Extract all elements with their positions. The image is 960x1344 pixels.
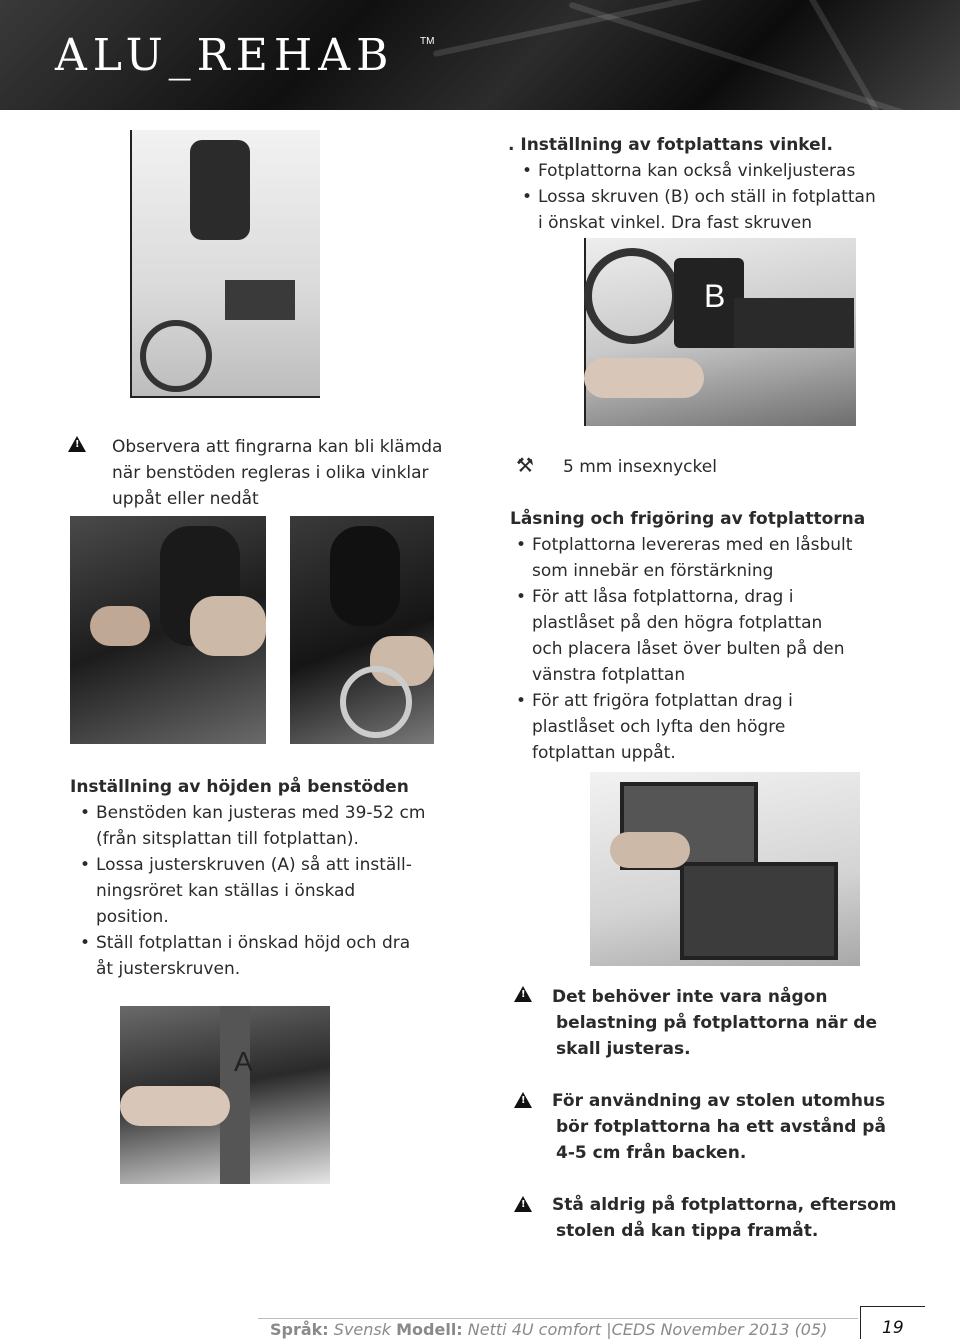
hand — [190, 596, 266, 656]
decor-spoke — [757, 0, 882, 110]
height-line: (från sitsplattan till fotplattan). — [96, 829, 359, 849]
label-b: B — [704, 278, 726, 314]
footer-model-value: Netti 4U comfort — [467, 1320, 602, 1339]
photo-border — [130, 396, 320, 398]
height-heading: Inställning av höjden på benstöden — [70, 777, 409, 797]
tool-label: 5 mm insexnyckel — [563, 457, 717, 477]
wheel — [140, 320, 212, 392]
warning-icon: ! — [514, 1092, 532, 1108]
lock-line: • För att frigöra fotplattan drag i — [532, 688, 793, 714]
footplate-angle-photo — [584, 238, 856, 426]
height-line: • Lossa justerskruven (A) så att inställ- — [96, 852, 412, 878]
footplate — [225, 280, 295, 320]
lock-line: som innebär en förstärkning — [532, 561, 774, 581]
footer-text — [270, 1320, 827, 1339]
warning-line-2: när benstöden regleras i olika vinklar — [112, 463, 429, 483]
height-line: ningsröret kan ställas i önskad — [96, 881, 356, 901]
legrest-adjust-photo-2 — [290, 516, 434, 744]
warning-line-3: uppåt eller nedåt — [112, 489, 259, 509]
warning-icon: ! — [514, 1196, 532, 1212]
tools-icon: ⚒ — [516, 453, 534, 477]
hand — [120, 1086, 230, 1126]
height-line: åt justerskruven. — [96, 959, 241, 979]
wheelchair-photo — [130, 130, 320, 398]
height-line: position. — [96, 907, 169, 927]
angle-bullet-2: • Lossa skruven (B) och ställ in fotplattan — [538, 184, 876, 210]
footplate — [734, 298, 854, 348]
lock-line: och placera låset över bulten på den — [532, 639, 845, 659]
legrest-pad — [190, 140, 250, 240]
warning-2-line: 4-5 cm från backen. — [556, 1143, 747, 1163]
footer-model-label: Modell: — [396, 1320, 463, 1339]
warning-1-line: belastning på fotplattorna när de — [556, 1013, 877, 1033]
decor-spoke — [568, 1, 931, 110]
angle-heading: . Inställning av fotplattans vinkel. — [508, 135, 833, 155]
lock-line: plastlåset på den högra fotplattan — [532, 613, 823, 633]
lock-line: fotplattan uppåt. — [532, 743, 676, 763]
label-a: A — [234, 1046, 253, 1077]
trademark-mark: TM — [420, 36, 435, 47]
page-number: 19 — [882, 1318, 904, 1338]
footplate-lock-photo — [590, 772, 860, 966]
angle-bullet-2-cont: i önskat vinkel. Dra fast skruven — [538, 213, 812, 233]
wheel — [584, 248, 680, 344]
warning-3-line: Stå aldrig på fotplattorna, eftersom — [552, 1195, 897, 1215]
brand-logo: ALU_REHAB — [55, 30, 395, 81]
warning-1-line: Det behöver inte vara någon — [552, 987, 828, 1007]
warning-1-line: skall justeras. — [556, 1039, 691, 1059]
wheel — [340, 666, 412, 738]
height-adjust-photo — [120, 1006, 330, 1184]
footer-ceds: CEDS November 2013 (05) — [611, 1320, 828, 1339]
footer-lang-value: Svensk — [333, 1320, 392, 1339]
leg — [330, 526, 400, 626]
hand — [610, 832, 690, 868]
lock-line: vänstra fotplattan — [532, 665, 686, 685]
height-line: • Benstöden kan justeras med 39-52 cm — [96, 800, 425, 826]
height-line: • Ställ fotplattan i önskad höjd och dra — [96, 930, 410, 956]
lock-line: • Fotplattorna levereras med en låsbult — [532, 532, 852, 558]
hand — [584, 358, 704, 398]
warning-line-1: Observera att fingrarna kan bli klämda — [112, 437, 443, 457]
photo-border — [584, 238, 586, 426]
footer-rule — [258, 1318, 858, 1319]
photo-border — [130, 130, 132, 398]
footplate-lower — [680, 862, 838, 960]
hand — [90, 606, 150, 646]
warning-2-line: bör fotplattorna ha ett avstånd på — [556, 1117, 886, 1137]
footer-lang-label: Språk: — [270, 1320, 329, 1339]
angle-bullet-1: • Fotplattorna kan också vinkeljusteras — [538, 158, 855, 184]
lock-line: plastlåset och lyfta den högre — [532, 717, 786, 737]
warning-3-line: stolen då kan tippa framåt. — [556, 1221, 819, 1241]
legrest-adjust-photo-1 — [70, 516, 266, 744]
lock-line: • För att låsa fotplattorna, drag i — [532, 584, 793, 610]
warning-icon: ! — [68, 436, 86, 452]
warning-icon: ! — [514, 986, 532, 1002]
footer-separator: | — [606, 1320, 612, 1339]
lock-heading: Låsning och frigöring av fotplattorna — [510, 509, 866, 529]
warning-2-line: För användning av stolen utomhus — [552, 1091, 886, 1111]
